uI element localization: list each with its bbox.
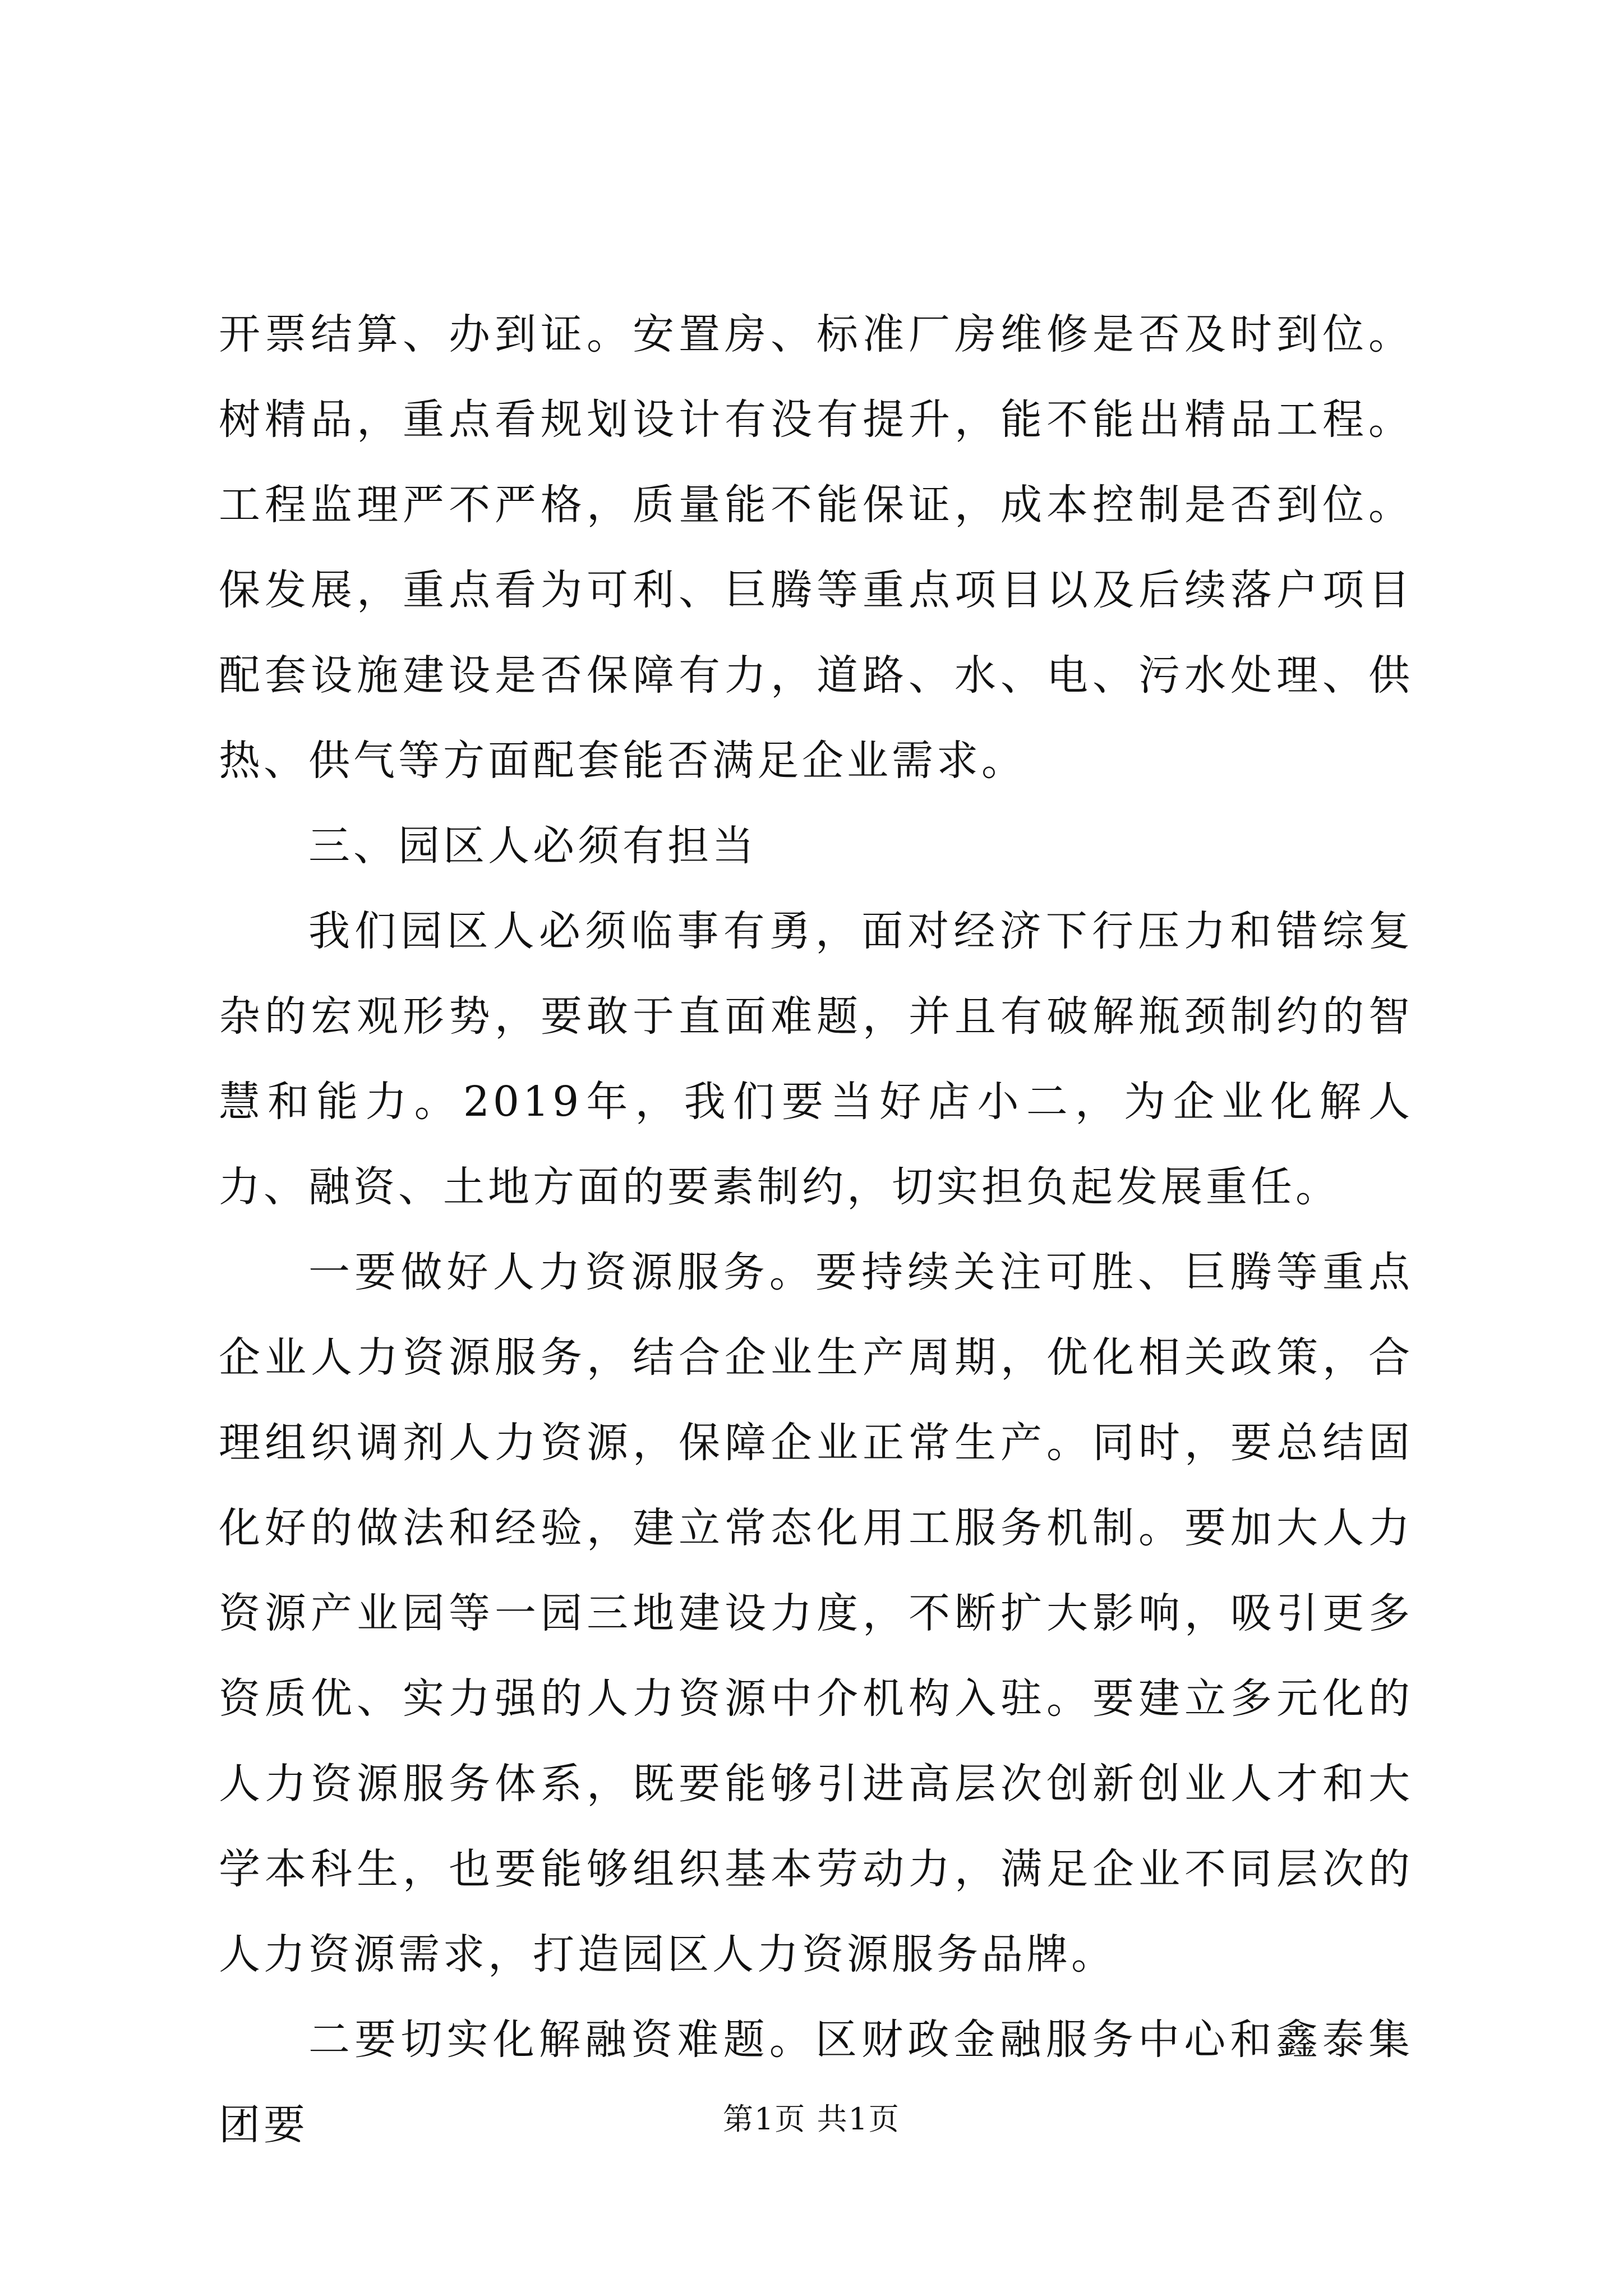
paragraph: 一要做好人力资源服务。要持续关注可胜、巨腾等重点企业人力资源服务，结合企业生产周期，优化相关政策，合理组织调剂人力资源，保障企业正常生产。同时，要总结固化好的做法和经验，建立常态化用工服务机制。要加大人力资源产业园等一园三地建设力度，不断扩大影响，吸引更多资质优、实力强的人力资源中介机构入驻。要建立多元化的人力资源服务体系，既要能够引进高层次创新创业人才和大学本科生，也要能够组织基本劳动力，满足企业不同层次的人力资源需求，打造园区人力资源服务品牌。 <box>219 1248 1413 1978</box>
paragraph-continued: 开票结算、办到证。安置房、标准厂房维修是否及时到位。树精品，重点看规划设计有没有提升，能不能出精品工程。工程监理严不严格，质量能不能保证，成本控制是否到位。保发展，重点看为可利、巨腾等重点项目以及后续落户项目配套设施建设是否保障有力，道路、水、电、污水处理、供热、供气等方面配套能否满足企业需求。 <box>219 310 1413 785</box>
document-body <box>219 292 1413 2168</box>
page-footer: 第1页 共1页 <box>723 2101 900 2137</box>
section-heading: 三、园区人必须有担当 <box>308 822 757 870</box>
paragraph: 二要切实化解融资难题。区财政金融服务中心和鑫泰集团要 <box>219 2016 1413 2149</box>
paragraph: 我们园区人必须临事有勇，面对经济下行压力和错综复杂的宏观形势，要敢于直面难题，并且有破解瓶颈制约的智慧和能力。2019年，我们要当好店小二，为企业化解人力、融资、土地方面的要素制约，切实担负起发展重任。 <box>219 907 1413 1211</box>
